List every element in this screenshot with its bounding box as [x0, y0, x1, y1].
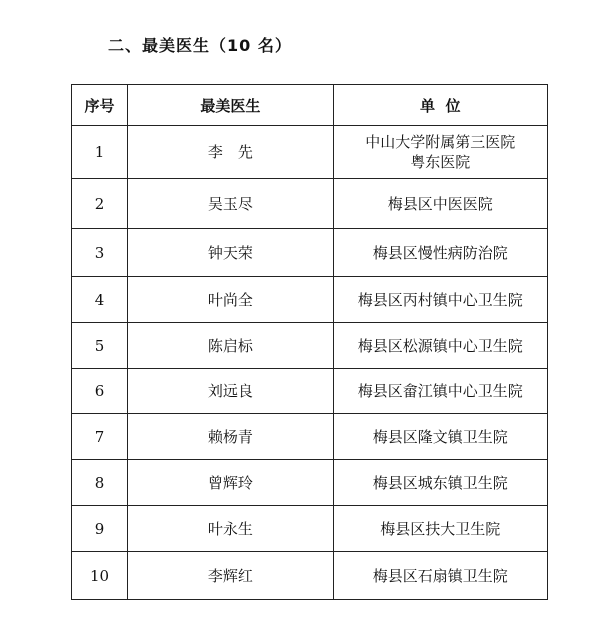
unit-line: 中山大学附属第三医院	[365, 133, 516, 151]
row-no: 6	[72, 369, 128, 414]
doctors-table	[71, 84, 548, 600]
row-no: 1	[72, 126, 128, 179]
row-no: 3	[72, 229, 128, 277]
row-name: 吴玉尽	[128, 179, 333, 229]
row-no: 9	[72, 506, 128, 552]
row-unit: 梅县区松源镇中心卫生院	[333, 323, 547, 369]
row-unit: 梅县区慢性病防治院	[333, 229, 547, 277]
row-name: 陈启标	[128, 323, 333, 369]
table-header-row	[72, 85, 548, 126]
row-name: 钟天荣	[128, 229, 333, 277]
section-heading: 二、最美医生（10 名）	[108, 36, 292, 55]
table-row	[72, 460, 548, 506]
table-row	[72, 277, 548, 323]
row-name: 李辉红	[128, 552, 333, 600]
row-name: 叶永生	[128, 506, 333, 552]
row-name: 曾辉玲	[128, 460, 333, 506]
table-row	[72, 126, 548, 179]
row-unit: 梅县区城东镇卫生院	[333, 460, 547, 506]
table-row	[72, 229, 548, 277]
table-row	[72, 179, 548, 229]
row-no: 8	[72, 460, 128, 506]
header-name: 最美医生	[128, 85, 333, 126]
table-row	[72, 506, 548, 552]
row-name: 李 先	[128, 126, 333, 179]
row-name: 赖杨青	[128, 414, 333, 460]
row-unit: 梅县区扶大卫生院	[333, 506, 547, 552]
table-row	[72, 414, 548, 460]
row-no: 4	[72, 277, 128, 323]
table-row	[72, 552, 548, 600]
row-unit: 梅县区丙村镇中心卫生院	[333, 277, 547, 323]
row-unit: 梅县区隆文镇卫生院	[333, 414, 547, 460]
row-no: 10	[72, 552, 128, 600]
header-unit: 单 位	[333, 85, 547, 126]
row-unit	[333, 126, 547, 179]
row-no: 5	[72, 323, 128, 369]
row-unit: 梅县区中医医院	[333, 179, 547, 229]
row-unit: 梅县区畲江镇中心卫生院	[333, 369, 547, 414]
header-no: 序号	[72, 85, 128, 126]
row-no: 7	[72, 414, 128, 460]
row-no: 2	[72, 179, 128, 229]
unit-line: 粤东医院	[410, 153, 471, 171]
row-name: 叶尚全	[128, 277, 333, 323]
table-row	[72, 369, 548, 414]
row-unit: 梅县区石扇镇卫生院	[333, 552, 547, 600]
table-row	[72, 323, 548, 369]
row-name: 刘远良	[128, 369, 333, 414]
